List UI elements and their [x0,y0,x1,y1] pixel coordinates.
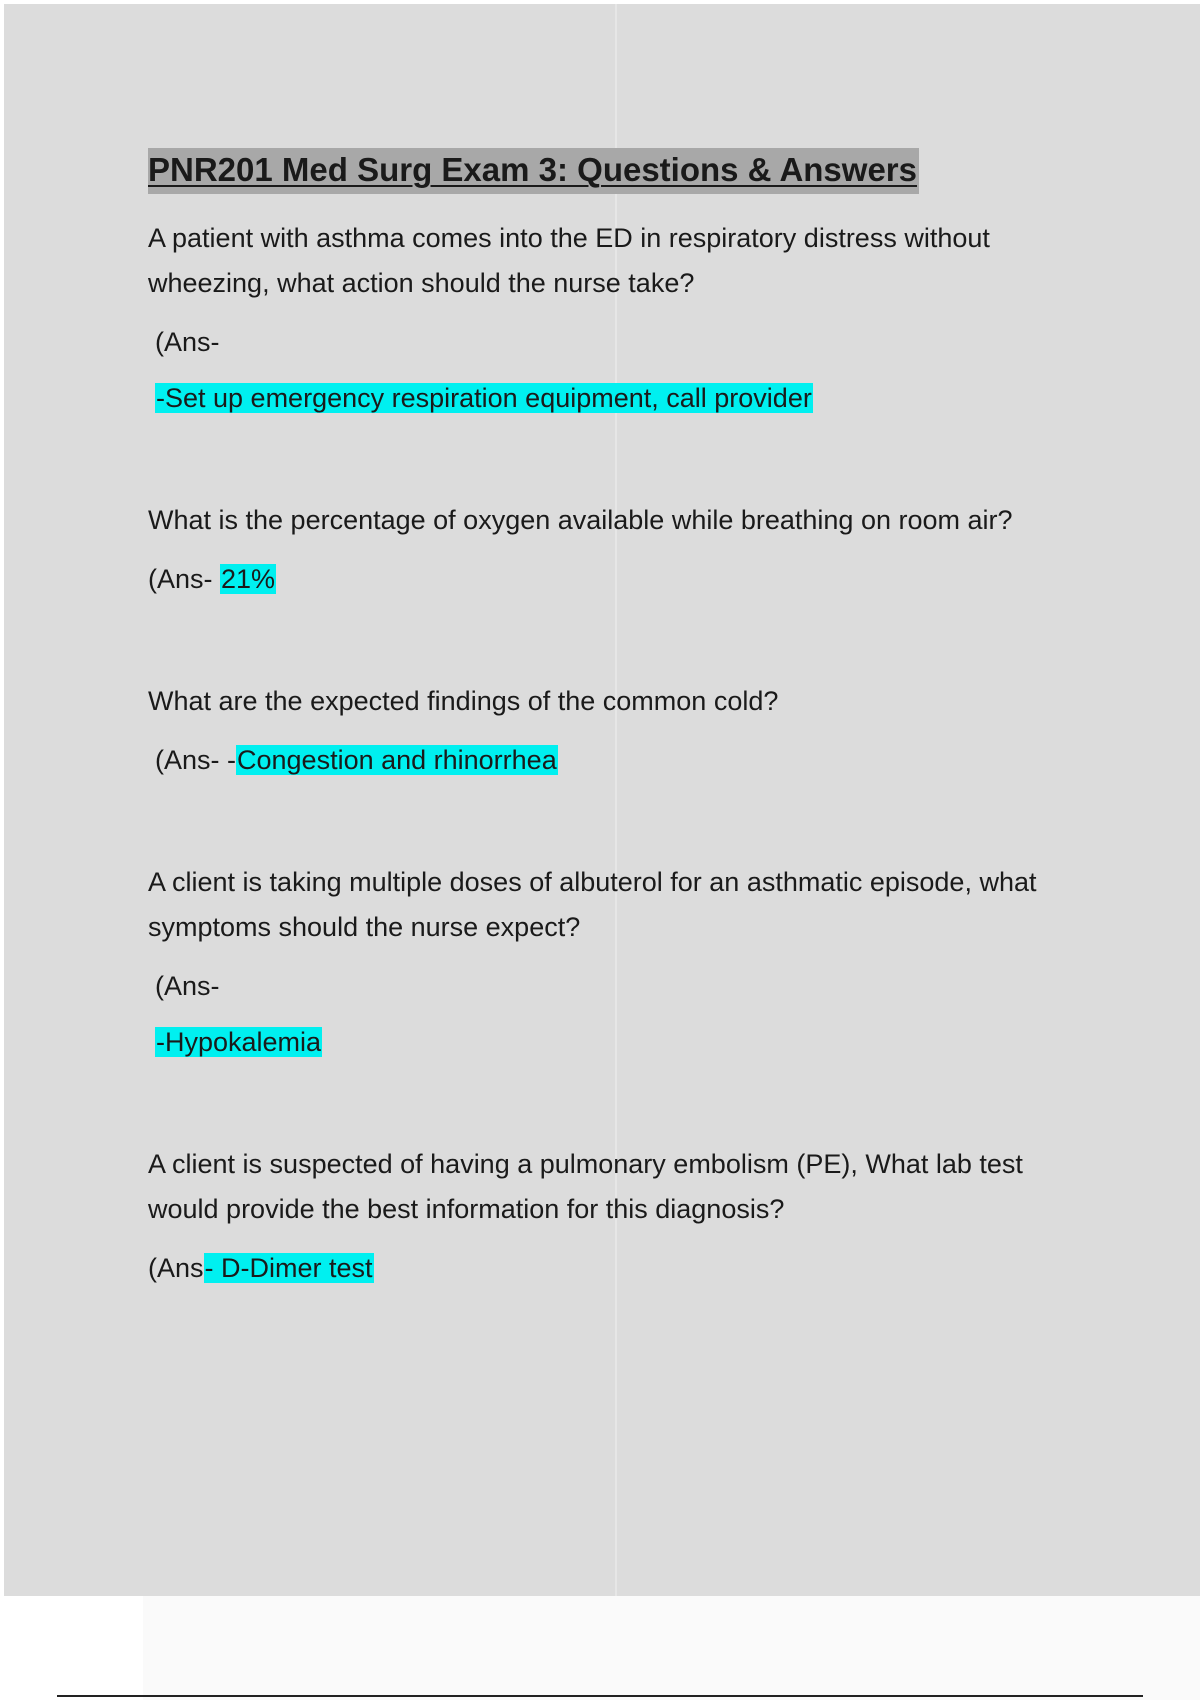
question-text: What is the percentage of oxygen available while breathing on room air? [148,505,1013,535]
answer-highlight: - D-Dimer test [204,1253,373,1283]
answer-prefix [148,322,1088,362]
document-content [148,148,1088,1288]
answer-prefix-text: (Ans- [155,327,220,357]
answer-prefix-text: (Ans- [155,971,220,1001]
qa-item [148,1142,1088,1288]
qa-item [148,216,1088,418]
answer-highlight: Congestion and rhinorrhea [237,745,557,775]
answer-line [148,1022,1088,1062]
qa-item [148,679,1088,780]
question-text: What are the expected findings of the common cold? [148,686,779,716]
qa-item [148,860,1088,1062]
answer-line [148,740,1088,780]
question-text: A patient with asthma comes into the ED in respiratory distress without wheezing, what action should the nurse take? [148,223,990,298]
question-text: A client is suspected of having a pulmonary embolism (PE), What lab test would provide the best information for this diagnosis? [148,1149,1023,1224]
document-title: PNR201 Med Surg Exam 3: Questions & Answers [148,148,919,194]
bottom-divider [57,1695,1143,1697]
answer-prefix-text: (Ans- - [155,745,236,775]
answer-prefix [148,966,1088,1006]
question-text: A client is taking multiple doses of albuterol for an asthmatic episode, what symptoms should the nurse expect? [148,867,1037,942]
lower-margin [143,1596,1200,1700]
answer-highlight: -Hypokalemia [156,1027,322,1057]
answer-highlight: -Set up emergency respiration equipment, call provider [156,383,812,413]
answer-highlight: 21% [221,564,276,594]
answer-line [148,378,1088,418]
answer-line [148,559,1088,599]
answer-prefix-text: (Ans [148,1253,204,1283]
qa-item [148,498,1088,599]
answer-prefix-text: (Ans- [148,564,221,594]
answer-line [148,1248,1088,1288]
